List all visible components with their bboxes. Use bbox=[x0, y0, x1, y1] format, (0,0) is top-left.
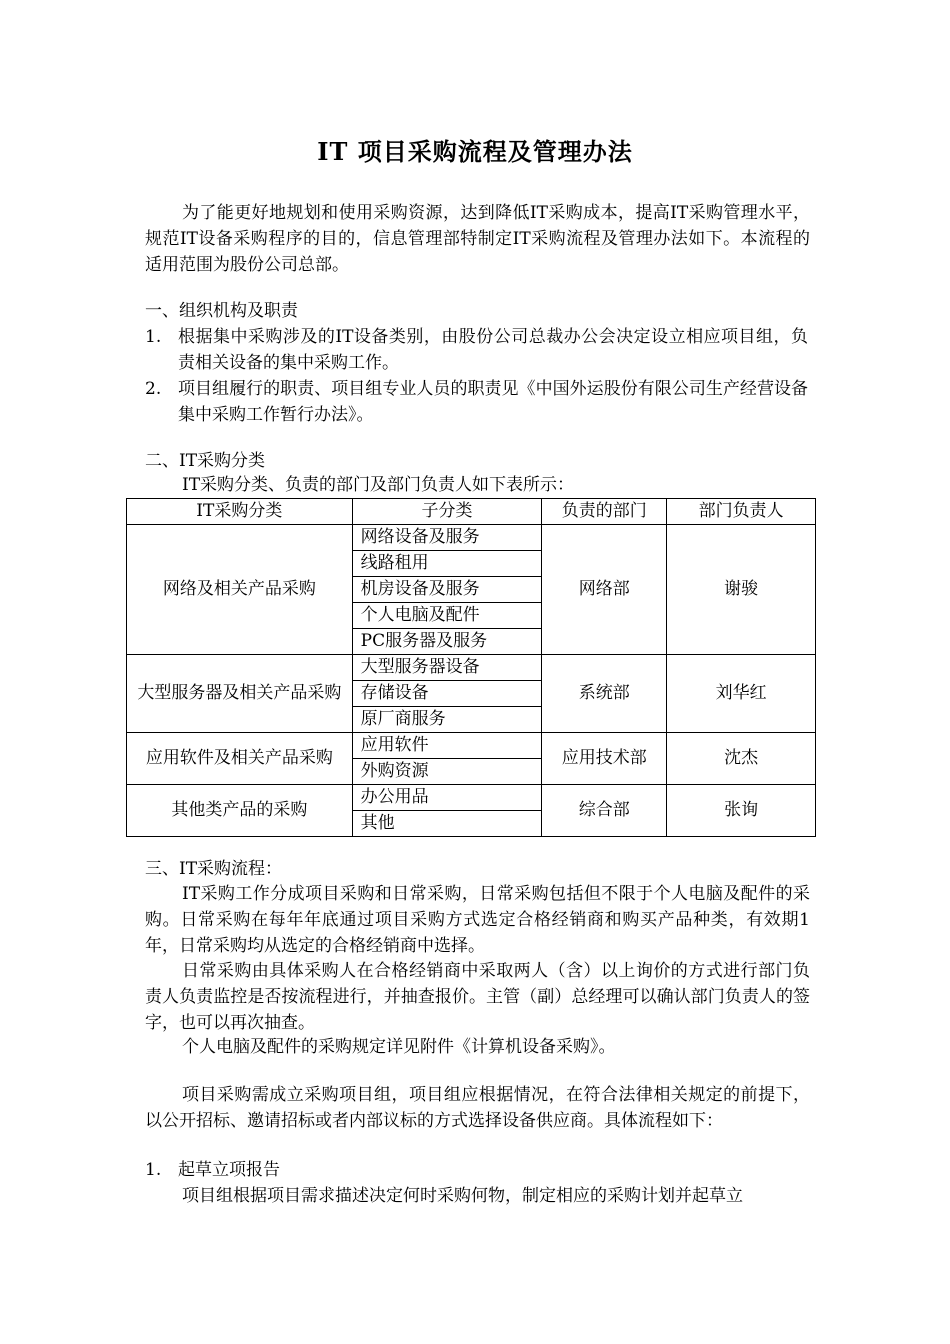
table-header-cell: 负责的部门 bbox=[542, 499, 667, 525]
subcategory-cell: 其他 bbox=[352, 811, 542, 837]
it-procurement-category-table bbox=[126, 498, 816, 837]
subcategory-cell: PC服务器及服务 bbox=[352, 629, 542, 655]
department-head-cell: 刘华红 bbox=[667, 655, 816, 733]
table-header-cell: IT采购分类 bbox=[127, 499, 353, 525]
subcategory-cell: 外购资源 bbox=[352, 759, 542, 785]
table-header-row bbox=[127, 499, 816, 525]
department-head-cell: 张询 bbox=[667, 785, 816, 837]
step1-number: 1. bbox=[145, 1160, 162, 1180]
department-cell: 应用技术部 bbox=[542, 733, 667, 785]
subcategory-cell: 机房设备及服务 bbox=[352, 577, 542, 603]
section3-heading: 三、IT采购流程： bbox=[145, 859, 283, 879]
subcategory-cell: 个人电脑及配件 bbox=[352, 603, 542, 629]
section3-paragraph-5: 项目组根据项目需求描述决定何时采购何物，制定相应的采购计划并起草立 bbox=[182, 1186, 743, 1206]
department-head-cell: 沈杰 bbox=[667, 733, 816, 785]
section1-item2-number: 2. bbox=[145, 379, 162, 399]
table-row bbox=[127, 785, 816, 811]
table-row bbox=[127, 655, 816, 681]
category-cell: 网络及相关产品采购 bbox=[127, 525, 353, 655]
subcategory-cell: 网络设备及服务 bbox=[352, 525, 542, 551]
section1-item2-text: 项目组履行的职责、项目组专业人员的职责见《中国外运股份有限公司生产经营设备集中采购工作暂行办法》。 bbox=[178, 379, 808, 425]
subcategory-cell: 大型服务器设备 bbox=[352, 655, 542, 681]
subcategory-cell: 线路租用 bbox=[352, 551, 542, 577]
category-cell: 应用软件及相关产品采购 bbox=[127, 733, 353, 785]
department-cell: 网络部 bbox=[542, 525, 667, 655]
intro-paragraph: 为了能更好地规划和使用采购资源，达到降低IT采购成本，提高IT采购管理水平，规范IT设备采购程序的目的，信息管理部特制定IT采购流程及管理办法如下。本流程的适用范围为股份公司总部。 bbox=[145, 203, 810, 275]
department-head-cell: 谢骏 bbox=[667, 525, 816, 655]
section3-paragraph-1: IT采购工作分成项目采购和日常采购，日常采购包括但不限于个人电脑及配件的采购。日常采购在每年年底通过项目采购方式选定合格经销商和购买产品种类，有效期1年，日常采购均从选定的合格经销商中选择。 bbox=[145, 884, 810, 956]
subcategory-cell: 应用软件 bbox=[352, 733, 542, 759]
table-row bbox=[127, 525, 816, 551]
category-cell: 大型服务器及相关产品采购 bbox=[127, 655, 353, 733]
department-cell: 综合部 bbox=[542, 785, 667, 837]
step1-title: 起草立项报告 bbox=[178, 1160, 280, 1180]
subcategory-cell: 原厂商服务 bbox=[352, 707, 542, 733]
subcategory-cell: 存储设备 bbox=[352, 681, 542, 707]
section1-heading: 一、组织机构及职责 bbox=[145, 301, 298, 321]
table-header-cell: 子分类 bbox=[352, 499, 542, 525]
section1-item1-text: 根据集中采购涉及的IT设备类别，由股份公司总裁办公会决定设立相应项目组，负责相关设备的集中采购工作。 bbox=[178, 327, 808, 373]
department-cell: 系统部 bbox=[542, 655, 667, 733]
section3-paragraph-2: 日常采购由具体采购人在合格经销商中采取两人（含）以上询价的方式进行部门负责人负责监控是否按流程进行，并抽查报价。主管（副）总经理可以确认部门负责人的签字，也可以再次抽查。 bbox=[145, 961, 810, 1033]
table-intro: IT采购分类、负责的部门及部门负责人如下表所示： bbox=[182, 475, 575, 495]
section3-paragraph-4: 项目采购需成立采购项目组，项目组应根据情况，在符合法律相关规定的前提下，以公开招标、邀请招标或者内部议标的方式选择设备供应商。具体流程如下： bbox=[145, 1085, 810, 1131]
section2-heading: 二、IT采购分类 bbox=[145, 451, 266, 471]
table-header-cell: 部门负责人 bbox=[667, 499, 816, 525]
subcategory-cell: 办公用品 bbox=[352, 785, 542, 811]
document-title: IT 项目采购流程及管理办法 bbox=[317, 137, 633, 166]
section3-paragraph-3: 个人电脑及配件的采购规定详见附件《计算机设备采购》。 bbox=[182, 1037, 616, 1057]
category-cell: 其他类产品的采购 bbox=[127, 785, 353, 837]
section1-item1-number: 1. bbox=[145, 327, 162, 347]
table-row bbox=[127, 733, 816, 759]
